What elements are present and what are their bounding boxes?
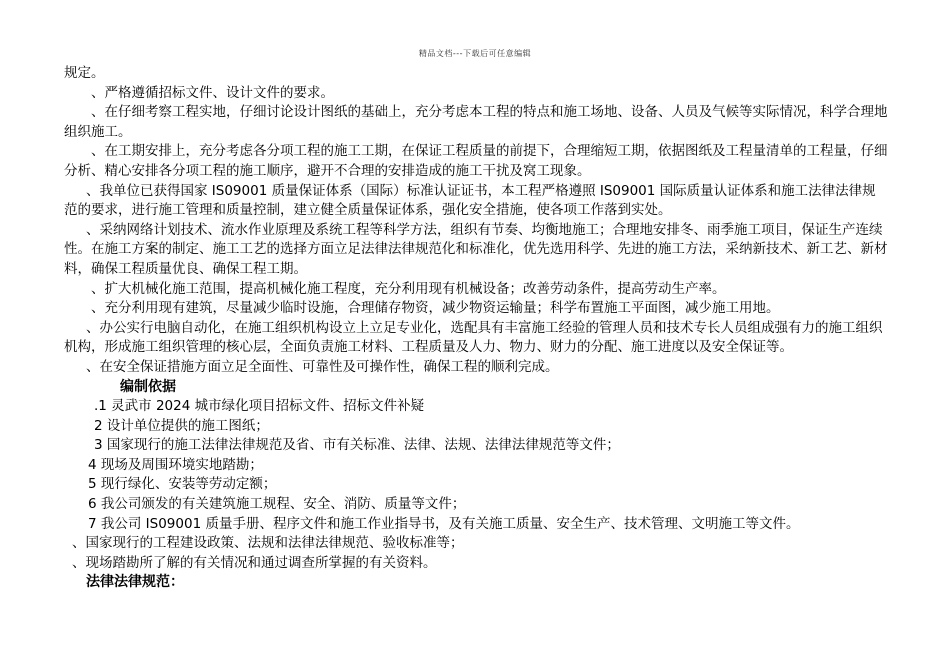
- list-item: 6 我公司颁发的有关建筑施工规程、安全、消防、质量等文件；: [88, 496, 466, 513]
- paragraph: 、我单位已获得国家 IS09001 质量保证体系（国际）标准认证证书，本工程严格遵照 IS09001 国际质量认证体系和施工法律法律规范的要求，进行施工管理和质量控制，建立健全质量保证体系，强化安全措施，使各项工作落到实处。: [64, 182, 876, 219]
- paragraph: 、扩大机械化施工范围，提高机械化施工程度，充分利用现有机械设备；改善劳动条件，提高劳动生产率。: [91, 280, 726, 297]
- list-item: 、现场踏勘所了解的有关情况和通过调查所掌握的有关资料。: [72, 554, 437, 571]
- paragraph: 、采纳网络计划技术、流水作业原理及系统工程等科学方法，组织有节奏、均衡地施工；合理地安排冬、雨季施工项目，保证生产连续性。在施工方案的制定、施工工艺的选择方面立足法律法律规范化和标准化，优先选用科学、先进的施工方法，采纳新技术、新工艺、新材料，确保工程质量优良、确保工程工期。: [64, 221, 888, 277]
- paragraph: 、在仔细考察工程实地，仔细讨论设计图纸的基础上，充分考虑本工程的特点和施工场地、设备、人员及气候等实际情况，科学合理地组织施工。: [64, 104, 888, 140]
- paragraph: 、在工期安排上，充分考虑各分项工程的施工工期，在保证工程质量的前提下，合理缩短工期，依据图纸及工程量清单的工程量，仔细分析、精心安排各分项工程的施工顺序，避开不合理的安排造成的施工干扰及窝工现象。: [64, 143, 888, 179]
- paragraph: 规定。: [64, 65, 105, 81]
- paragraph: 、办公实行电脑自动化，在施工组织机构设立上立足专业化，选配具有丰富施工经验的管理人员和技术专长人员组成强有力的施工组织机构，形成施工组织管理的核心层，全面负责施工材料、工程质量及人力、物力、财力的分配、施工进度以及安全保证等。: [64, 319, 883, 356]
- paragraph: 、严格遵循招标文件、设计文件的要求。: [91, 84, 334, 101]
- list-item: 7 我公司 IS09001 质量手册、程序文件和施工作业指导书，及有关施工质量、安全生产、技术管理、文明施工等文件。: [88, 515, 800, 532]
- list-item: 5 现行绿化、安装等劳动定额；: [88, 476, 277, 493]
- list-item: 、国家现行的工程建设政策、法规和法律法律规范、验收标准等；: [72, 535, 464, 552]
- paragraph: 、充分利用现有建筑，尽量减少临时设施，合理储存物资，减少物资运输量；科学布置施工平面图，减少施工用地。: [91, 300, 780, 317]
- section-heading-law: 法律法律规范：: [86, 574, 184, 591]
- page-header: 精品文档---下载后可任意编辑: [418, 49, 532, 58]
- list-item: .1 灵武市 2024 城市绿化项目招标文件、招标文件补疑: [94, 398, 425, 415]
- list-item: 4 现场及周围环境实地踏勘；: [88, 456, 263, 473]
- document-body: [64, 64, 888, 593]
- list-item: 3 国家现行的施工法律法律规范及省、市有关标准、法律、法规、法律法律规范等文件；: [94, 437, 620, 454]
- list-item: 2 设计单位提供的施工图纸；: [94, 417, 269, 434]
- paragraph: 、在安全保证措施方面立足全面性、可靠性及可操作性，确保工程的顺利完成。: [86, 358, 559, 375]
- section-heading-basis: 编制依据: [120, 378, 176, 395]
